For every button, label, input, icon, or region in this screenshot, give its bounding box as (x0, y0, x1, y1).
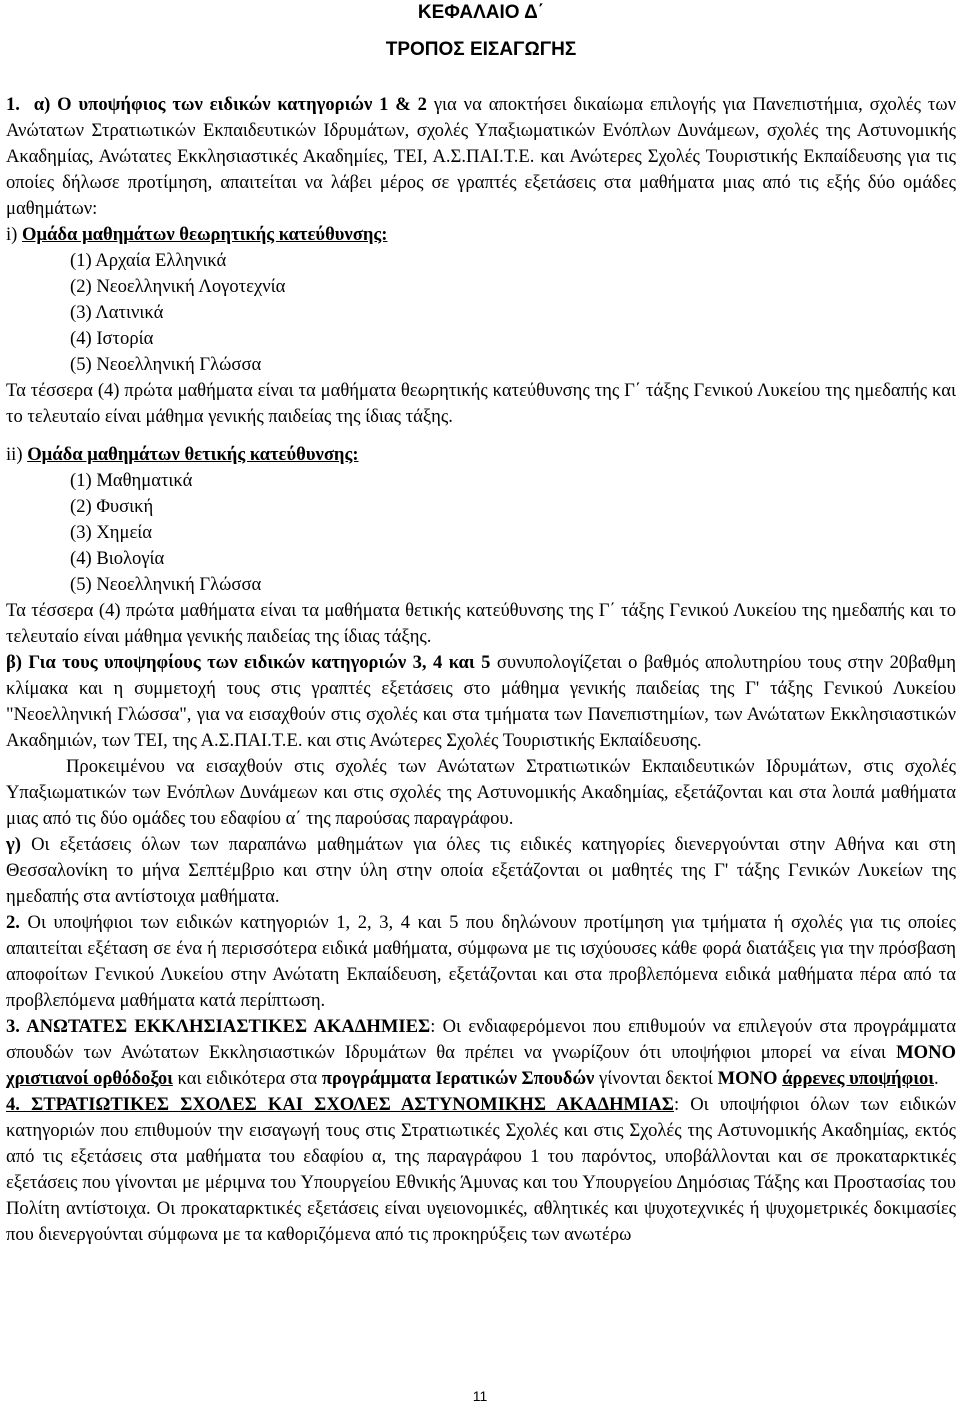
section-1a-bold: α) Ο υποψήφιος των ειδικών κατηγοριών 1 & 2 (33, 94, 427, 115)
section-3-text-3: γίνονται δεκτοί (594, 1068, 718, 1089)
group-2-heading (6, 442, 956, 468)
list-item: (5) Νεοελληνική Γλώσσα (70, 354, 262, 375)
section-3-text-2: και ειδικότερα στα (172, 1068, 322, 1089)
group-1-heading (6, 222, 956, 248)
group-1-title: Ομάδα μαθημάτων θεωρητικής κατεύθυνσης: (22, 224, 388, 245)
group-1-note: Τα τέσσερα (4) πρώτα μαθήματα είναι τα μαθήματα θεωρητικής κατεύθυνσης της Γ΄ τάξης Γενικού Λυκείου της ημεδαπής και το τελευταίο είναι μάθημα γενικής παιδείας της ίδιας τάξης. (6, 380, 956, 427)
section-2 (6, 910, 956, 1014)
section-1b-bold: β) Για τους υποψηφίους των ειδικών κατηγοριών 3, 4 και 5 (6, 652, 491, 673)
page-number: 11 (472, 1388, 488, 1404)
list-item: (1) Αρχαία Ελληνικά (70, 250, 227, 271)
list-item: (5) Νεοελληνική Γλώσσα (70, 574, 262, 595)
section-3 (6, 1014, 956, 1092)
section-1-number: 1. (6, 94, 20, 115)
chapter-heading: ΚΕΦΑΛΑΙΟ Δ΄ (417, 2, 545, 23)
list-item: (4) Ιστορία (70, 328, 154, 349)
section-1b-paragraph-2: Προκειμένου να εισαχθούν στις σχολές των Ανώτατων Στρατιωτικών Εκπαιδευτικών Ιδρυμάτων, στις σχολές Υπαξιωματικών των Ενόπλων Δυνάμεων και στις σχολές της Αστυνομικής Ακαδημίας, εξετάζονται και στα λοιπά μαθήματα μιας από τις δύο ομάδες του εδαφίου α΄ της παρούσας παραγράφου. (6, 756, 956, 829)
priestly-studies-emphasis: προγράμματα Ιερατικών Σπουδών (321, 1068, 595, 1089)
list-item: (1) Μαθηματικά (70, 470, 193, 491)
section-1c-text: Οι εξετάσεις όλων των παραπάνω μαθημάτων για όλες τις ειδικές κατηγορίες διενεργούνται στην Αθήνα και στη Θεσσαλονίκη το μήνα Σεπτέμβριο και στην ύλη στην οποία εξετάζονται οι μαθητές της Γ' τάξης Γενικών Λυκείων της ημεδαπής στα αντίστοιχα μαθήματα. (6, 834, 956, 907)
section-3-heading: 3. ΑΝΩΤΑΤΕΣ ΕΚΚΛΗΣΙΑΣΤΙΚΕΣ ΑΚΑΔΗΜΙΕΣ (6, 1016, 431, 1037)
section-1a-text: για να αποκτήσει δικαίωμα επιλογής για Πανεπιστήμια, σχολές των Ανώτατων Στρατιωτικών Εκπαιδευτικών Ιδρυμάτων, σχολές Υπαξιωματικών Ενόπλων Δυνάμεων, σχολές της Αστυνομικής Ακαδημίας, Ανώτατες Εκκλησιαστικές Ακαδημίες, ΤΕΙ, Α.Σ.ΠΑΙ.Τ.Ε. και Ανώτερες Σχολές Τουριστικής Εκπαίδευσης για τις οποίες δήλωσε προτίμηση, απαιτείται να λάβει μέρος σε γραπτές εξετάσεις στα μαθήματα μιας από τις εξής δύο ομάδες μαθημάτων: (6, 94, 957, 219)
section-2-text: Οι υποψήφιοι των ειδικών κατηγοριών 1, 2, 3, 4 και 5 που δηλώνουν προτίμηση για τμήματα ή σχολές για τις οποίες απαιτείται εξέταση σε ένα ή περισσότερα ειδικά μαθήματα, σύμφωνα με τις ισχύουσες κάθε φορά διατάξεις για την πρόσβαση αποφοίτων Γενικού Λυκείου στην Ανώτατη Εκπαίδευση, εξετάζονται και στα προβλεπόμενα ειδικά μαθήματα πέρα από τα προβλεπόμενα μαθήματα κατά περίπτωση. (6, 912, 956, 1011)
list-item: (3) Χημεία (70, 522, 153, 543)
chapter-subtitle: ΤΡΟΠΟΣ ΕΙΣΑΓΩΓΗΣ (385, 39, 577, 60)
male-candidates-emphasis: άρρενες υποψήφιοι (782, 1068, 935, 1089)
document-body (6, 92, 956, 1248)
section-1b (6, 650, 956, 754)
section-4-text: : Οι υποψήφιοι όλων των ειδικών κατηγοριών που επιθυμούν την εισαγωγή τους στις Στρατιωτικές Σχολές και στις Σχολές της Αστυνομικής Ακαδημίας, εκτός από τις εξετάσεις στα μαθήματα του εδαφίου α, της παραγράφου 1 του παρόντος, υποβάλλονται και σε προκαταρκτικές εξετάσεις που γίνονται με μέριμνα του Υπουργείου Εθνικής Άμυνας και του Υπουργείου Δημόσιας Τάξης και Προστασίας του Πολίτη αντίστοιχα. Οι προκαταρκτικές εξετάσεις είναι υγειονομικές, αθλητικές και ψυχοτεχνικές ή ψυχομετρικές δοκιμασίες που διενεργούνται σύμφωνα με τα καθοριζόμενα από τις προκηρύξεις των ανωτέρω (6, 1094, 956, 1245)
group-1-prefix: i) (6, 224, 23, 245)
list-item: (3) Λατινικά (70, 302, 164, 323)
section-1c (6, 832, 956, 910)
list-item: (2) Φυσική (70, 496, 154, 517)
group-2-note: Τα τέσσερα (4) πρώτα μαθήματα είναι τα μαθήματα θετικής κατεύθυνσης της Γ΄ τάξης Γενικού Λυκείου της ημεδαπής και το τελευταίο είναι μάθημα γενικής παιδείας της ίδιας τάξης. (6, 600, 956, 647)
section-4-heading: 4. ΣΤΡΑΤΙΩΤΙΚΕΣ ΣΧΟΛΕΣ ΚΑΙ ΣΧΟΛΕΣ ΑΣΤΥΝΟΜΙΚΗΣ ΑΚΑΔΗΜΙΑΣ (6, 1094, 674, 1115)
orthodox-christians-emphasis: χριστιανοί ορθόδοξοι (6, 1068, 173, 1089)
list-item: (4) Βιολογία (70, 548, 165, 569)
section-4 (6, 1092, 956, 1248)
group-2-prefix: ii) (6, 444, 28, 465)
section-1a (6, 92, 956, 222)
group-2-title: Ομάδα μαθημάτων θετικής κατεύθυνσης: (27, 444, 359, 465)
period: . (934, 1068, 939, 1089)
section-1b-text: συνυπολογίζεται ο βαθμός απολυτηρίου τους στην 20βαθμη κλίμακα και η συμμετοχή τους στις γραπτές εξετάσεις στο μάθημα γενικής παιδείας της Γ' τάξης Γενικού Λυκείου "Νεοελληνική Γλώσσα", για να εισαχθούν στις σχολές και στα τμήματα των Πανεπιστημίων, των Ανώτατων Εκκλησιαστικών Ακαδημιών, των ΤΕΙ, της Α.Σ.ΠΑΙ.Τ.Ε. και στις Ανώτερες Σχολές Τουριστικής Εκπαίδευσης. (6, 652, 956, 751)
only-emphasis: ΜΟΝΟ (896, 1042, 956, 1063)
list-item: (2) Νεοελληνική Λογοτεχνία (70, 276, 286, 297)
section-2-number: 2. (6, 912, 20, 933)
section-1c-bold: γ) (6, 834, 21, 855)
only-emphasis: ΜΟΝΟ (717, 1068, 778, 1089)
section-3-text-1: : Οι ενδιαφερόμενοι που επιθυμούν να επιλεγούν στα προγράμματα σπουδών των Ανώτατων Εκκλησιαστικών Ιδρυμάτων θα πρέπει να γνωρίζουν ότι υποψήφιοι μπορεί να είναι (6, 1016, 957, 1063)
